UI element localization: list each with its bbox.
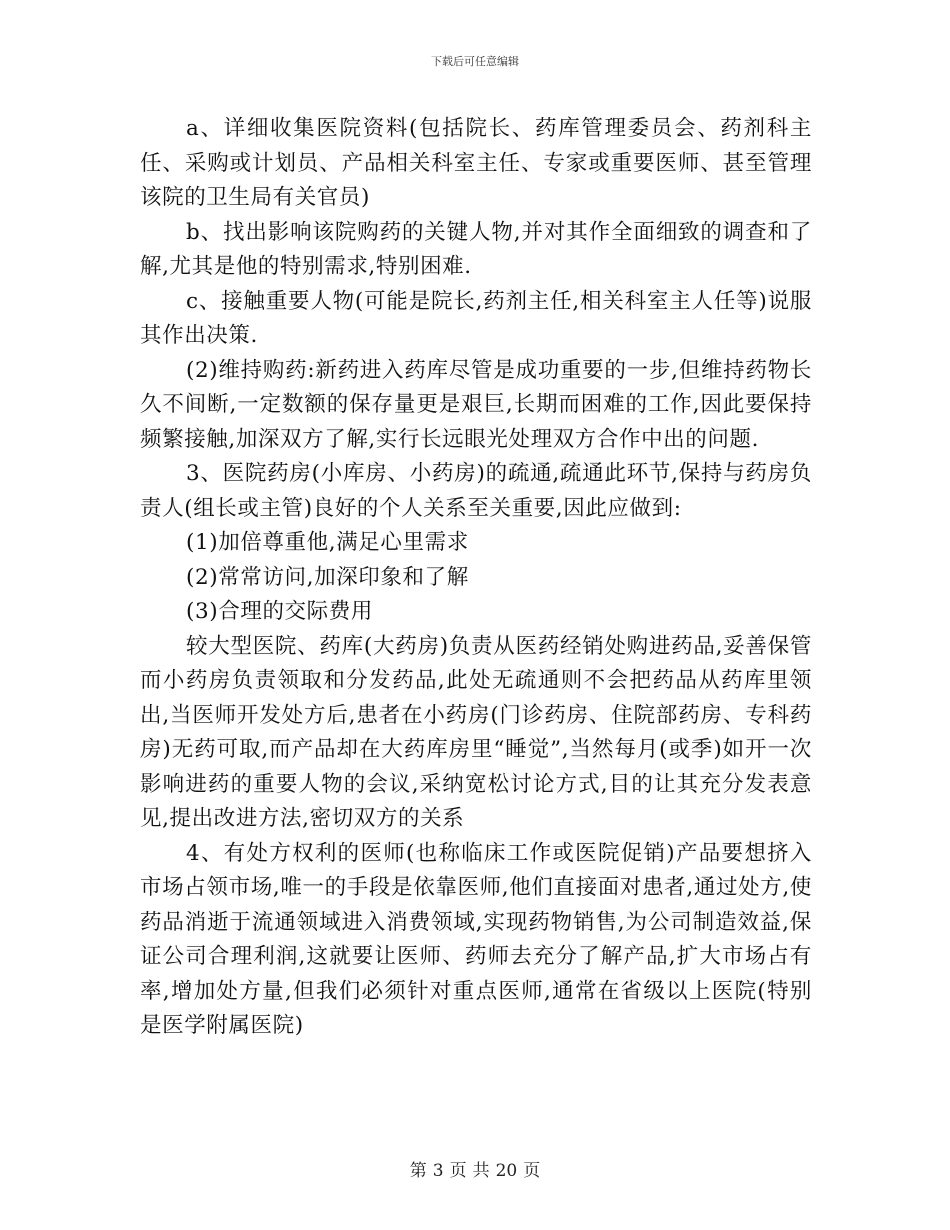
document-body xyxy=(140,112,812,1044)
current-page-number: 3 xyxy=(432,1161,444,1181)
paragraph-section-3: 3、医院药房(小库房、小药房)的疏通,疏通此环节,保持与药房负责人(组长或主管)良好的个人关系至关重要,因此应做到: xyxy=(140,461,812,521)
paragraph-item-c: c、接触重要人物(可能是院长,药剂主任,相关科室主人任等)说服其作出决策. xyxy=(140,288,812,348)
paragraph-item-b: b、找出影响该院购药的关键人物,并对其作全面细致的调查和了解,尤其是他的特别需求,特别困难. xyxy=(140,219,812,279)
total-page-count: 20 xyxy=(495,1161,518,1181)
paragraph-section-4: 4、有处方权利的医师(也称临床工作或医院促销)产品要想挤入市场占领市场,唯一的手段是依靠医师,他们直接面对患者,通过处方,使药品消逝于流通领域进入消费领域,实现药物销售,为公司制造效益,保证公司合理利润,这就要让医师、药师去充分了解产品,扩大市场占有率,增加处方量,但我们必须针对重点医师,通常在省级以上医院(特别是医学附属医院) xyxy=(140,840,812,1038)
page-footer xyxy=(0,1156,950,1181)
footer-prefix: 第 xyxy=(409,1161,427,1181)
paragraph-large-hospital: 较大型医院、药库(大药房)负责从医药经销处购进药品,妥善保管而小药房负责领取和分发药品,此处无疏通则不会把药品从药库里领出,当医师开发处方后,患者在小药房(门诊药房、住院部药房、专科药房)无药可取,而产品却在大药库房里“睡觉”,当然每月(或季)如开一次影响进药的重要人物的会议,采纳宽松讨论方式,目的让其充分发表意见,提出改进方法,密切双方的关系 xyxy=(140,633,812,831)
footer-page-unit: 页 xyxy=(449,1161,467,1181)
footer-total-prefix: 共 xyxy=(472,1161,490,1181)
page-header: 下载后可任意编辑 xyxy=(431,55,519,68)
paragraph-list-item-2: (2)常常访问,加深印象和了解 xyxy=(186,564,469,590)
paragraph-list-item-1: (1)加倍尊重他,满足心里需求 xyxy=(186,530,469,555)
paragraph-maintain-purchase: (2)维持购药:新药进入药库尽管是成功重要的一步,但维持药物长久不间断,一定数额的保存量更是艰巨,长期而困难的工作,因此要保持频繁接触,加深双方了解,实行长远眼光处理双方合作中出的问题. xyxy=(140,357,812,452)
footer-total-unit: 页 xyxy=(523,1161,541,1181)
paragraph-item-a: a、详细收集医院资料(包括院长、药库管理委员会、药剂科主任、采购或计划员、产品相关科室主任、专家或重要医师、甚至管理该院的卫生局有关官员) xyxy=(140,116,812,210)
paragraph-list-item-3: (3)合理的交际费用 xyxy=(186,599,373,624)
